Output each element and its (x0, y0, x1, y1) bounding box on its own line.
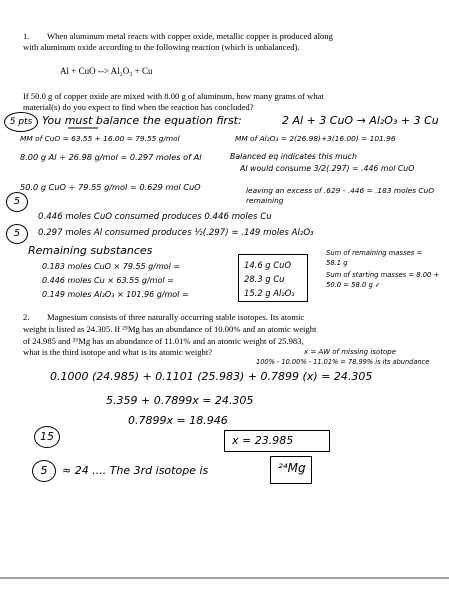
al-moles: 8.00 g Al ÷ 26.98 g/mol = 0.297 moles of Al (20, 152, 202, 162)
isotope-statement: ≈ 24 .... The 3rd isotope is (62, 464, 209, 477)
balance-note: You must balance the equation first: (42, 114, 242, 127)
problem-1-line-2: with aluminum oxide according to the following reaction (which is unbalanced). (23, 42, 300, 52)
remaining-2-result: 28.3 g Cu (244, 274, 285, 284)
problem-2-number: 2. (23, 312, 30, 322)
pct-note: 100% - 10.00% - 11.01% = 78.99% is its abundance (256, 358, 430, 366)
al-consume: Al would consume 3/2(.297) = .446 mol CuO (240, 164, 415, 173)
balance-note-2: Balanced eq indicates this much (230, 152, 357, 161)
problem-1-line-1: When aluminum metal reacts with copper oxide, metallic copper is produced along (47, 31, 333, 41)
problem-1-question-1: If 50.0 g of copper oxide are mixed with 8.00 g of aluminum, how many grams of what (23, 91, 324, 101)
mm-cuo: MM of CuO = 63.55 + 16.00 = 79.55 g/mol (20, 134, 180, 143)
sum-remaining: Sum of remaining masses = 58.1 g (326, 249, 423, 267)
remaining-heading: Remaining substances (28, 244, 153, 257)
sum-starting: Sum of starting masses = 8.00 + 50.0 = 58.0 g ✓ (326, 271, 440, 289)
problem-1-number: 1. (23, 31, 30, 41)
problem-2-line-1: Magnesium consists of three naturally occurring stable isotopes. Its atomic (47, 312, 305, 322)
mm-al2o3: MM of Al₂O₃ = 2(26.98)+3(16.00) = 101.96 (235, 134, 396, 143)
answer-x: x = 23.985 (232, 434, 294, 447)
remaining-3-result: 15.2 g Al₂O₃ (244, 288, 295, 298)
remaining-1: 0.183 moles CuO × 79.55 g/mol = (42, 262, 181, 271)
cuo-moles: 50.0 g CuO ÷ 79.55 g/mol = 0.629 mol CuO (20, 182, 201, 192)
score-circle: 15 (34, 426, 60, 448)
remaining-1-result: 14.6 g CuO (244, 260, 292, 270)
remaining-3: 0.149 moles Al₂O₃ × 101.96 g/mol = (42, 290, 189, 299)
problem-2-line-3: of 24.985 and ²⁶Mg has an abundance of 11.01% and an atomic weight of 25.983, (23, 336, 304, 346)
grade-circle-last: 5 (32, 460, 56, 482)
remaining-2: 0.446 moles Cu × 63.55 g/mol = (42, 276, 174, 285)
excess-note: leaving an excess of .629 - .446 = .183 moles CuO remaining (246, 186, 435, 205)
grade-circle-b: 5 (6, 192, 28, 212)
isotope-answer: ²⁴Mg (278, 461, 306, 475)
reaction-equation: Al + CuO --> Al₂O₃ + Cu (60, 66, 153, 76)
consumed-al: 0.297 moles Al consumed produces ½(.297) = .149 moles Al₂O₃ (38, 228, 314, 238)
mass-equation-1: 0.1000 (24.985) + 0.1101 (25.983) + 0.7899 (x) = 24.305 (50, 370, 373, 383)
x-note: x = AW of missing isotope (304, 348, 397, 356)
problem-2-line-4: what is the third isotope and what is its atomic weight? (23, 347, 213, 357)
mass-equation-2: 5.359 + 0.7899x = 24.305 (106, 394, 254, 407)
balanced-equation: 2 Al + 3 CuO → Al₂O₃ + 3 Cu (282, 114, 439, 127)
consumed-cuo: 0.446 moles CuO consumed produces 0.446 moles Cu (38, 212, 272, 222)
problem-1-question-2: material(s) do you expect to find when the reaction has concluded? (23, 102, 254, 112)
problem-2-line-2: weight is listed as 24.305. If ²⁵Mg has an abundance of 10.00% and an atomic weight (23, 324, 317, 334)
grade-circle-c: 5 (6, 224, 28, 244)
mass-equation-3: 0.7899x = 18.946 (128, 414, 228, 427)
points-circle: 5 pts (4, 112, 38, 132)
